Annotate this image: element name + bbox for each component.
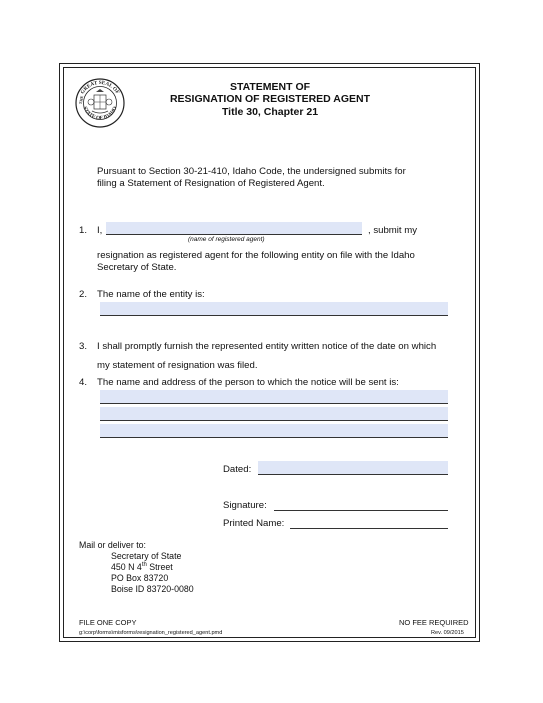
item4-label: The name and address of the person to which the notice will be sent is: [97, 377, 399, 388]
printed-name-label: Printed Name: [223, 518, 285, 529]
mail-line2: 450 N 4th Street [111, 562, 173, 572]
printed-name-line[interactable] [290, 516, 448, 529]
footer-file-one-copy: FILE ONE COPY [79, 618, 137, 627]
form-title-line1: STATEMENT OF [229, 81, 311, 93]
signature-label: Signature: [223, 500, 267, 511]
registered-agent-caption: (name of registered agent) [188, 236, 265, 243]
item1-suffix: , submit my [368, 225, 418, 236]
item4-number: 4. [79, 377, 88, 388]
signature-line[interactable] [274, 498, 448, 511]
entity-name-field[interactable] [100, 302, 448, 316]
notice-address-field-1[interactable] [100, 390, 448, 404]
mail-line1: Secretary of State [111, 551, 182, 561]
form-title-line2: RESIGNATION OF REGISTERED AGENT [169, 93, 371, 105]
intro-line2: filing a Statement of Resignation of Registered Agent. [97, 178, 325, 189]
item3-line2: my statement of resignation was filed. [97, 360, 258, 371]
item2-number: 2. [79, 289, 88, 300]
item1-number: 1. [79, 225, 88, 236]
dated-label: Dated: [223, 464, 252, 475]
item1-prefix: I, [97, 225, 103, 236]
mail-line3: PO Box 83720 [111, 573, 169, 583]
footer-no-fee: NO FEE REQUIRED [399, 618, 469, 627]
item2-label: The name of the entity is: [97, 289, 205, 300]
footer-file-path: g:\corp\forms\misforms\resignation_registered_agent.pmd [79, 630, 223, 636]
mail-line4: Boise ID 83720-0080 [111, 584, 194, 594]
mail-heading: Mail or deliver to: [79, 540, 146, 550]
registered-agent-name-field[interactable] [106, 222, 362, 235]
svg-text:STATE OF IDAHO: STATE OF IDAHO [81, 105, 119, 122]
notice-address-field-2[interactable] [100, 407, 448, 421]
item3-line1: I shall promptly furnish the represented entity written notice of the date on which [97, 341, 437, 352]
footer-revision: Rev. 09/2015 [431, 630, 464, 636]
svg-text:THE: THE [77, 95, 85, 105]
form-subtitle: Title 30, Chapter 21 [221, 106, 319, 118]
item3-number: 3. [79, 341, 88, 352]
item1-continuation-line1: resignation as registered agent for the following entity on file with the Idaho [97, 250, 415, 261]
item1-continuation-line2: Secretary of State. [97, 262, 177, 273]
dated-field[interactable] [258, 461, 448, 475]
idaho-seal-icon [75, 78, 125, 128]
notice-address-field-3[interactable] [100, 424, 448, 438]
intro-line1: Pursuant to Section 30-21-410, Idaho Code, the undersigned submits for [97, 166, 406, 177]
svg-text:GREAT SEAL OF: GREAT SEAL OF [79, 79, 121, 96]
